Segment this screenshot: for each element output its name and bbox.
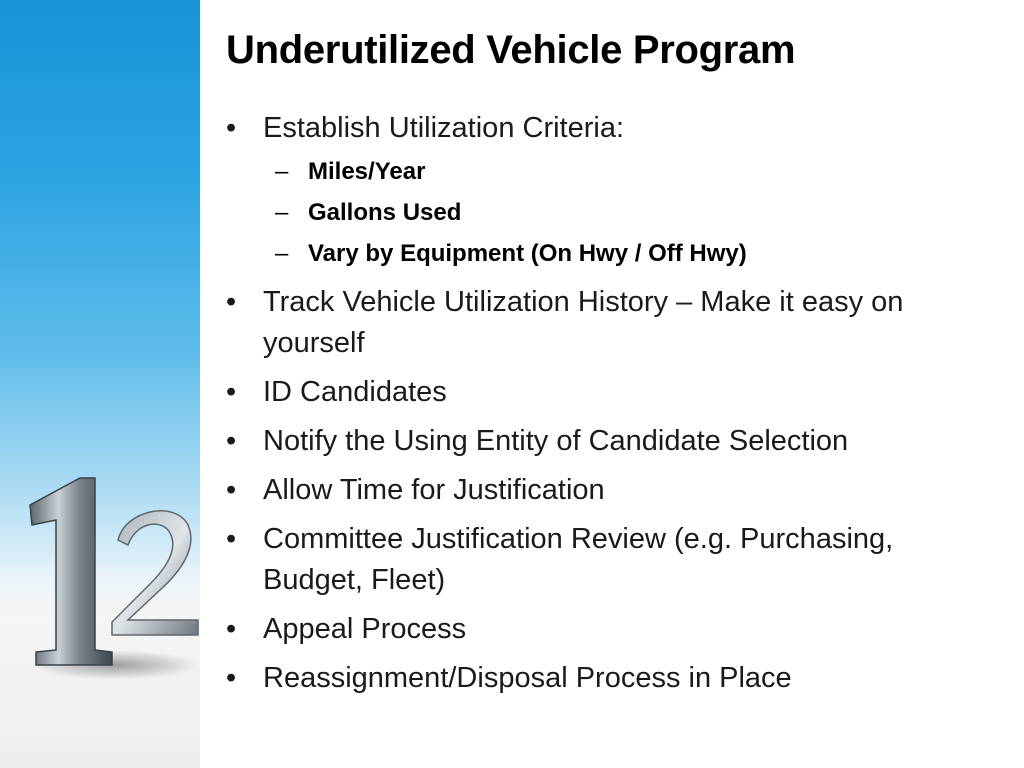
slide-content: [226, 108, 996, 707]
bullet-item: [226, 282, 996, 364]
bullet-item: [226, 421, 996, 462]
bullet-text: • Notify the Using Entity of Candidate Selection: [263, 425, 849, 457]
sub-bullet-item: – Vary by Equipment (On Hwy / Off Hwy): [263, 233, 996, 274]
numerals-graphic: [0, 0, 200, 768]
bullet-item: [226, 609, 996, 650]
bullet-text: • Track Vehicle Utilization History – Make it easy on yourself: [263, 286, 904, 359]
decorative-side-panel: [0, 0, 200, 768]
bullet-text: • Reassignment/Disposal Process in Place: [263, 662, 792, 694]
sub-bullet-item: – Miles/Year: [263, 151, 996, 192]
bullet-item: [226, 519, 996, 601]
sub-bullet-list: [263, 151, 996, 274]
bullet-item: [226, 372, 996, 413]
sub-bullet-item: – Gallons Used: [263, 192, 996, 233]
bullet-item: [226, 108, 996, 274]
bullet-list: [226, 108, 996, 699]
bullet-text: • ID Candidates: [263, 376, 447, 408]
numeral-two-shape: [112, 511, 198, 635]
slide-title: Underutilized Vehicle Program: [226, 28, 796, 72]
bullet-text: • Committee Justification Review (e.g. Purchasing, Budget, Fleet): [263, 523, 894, 596]
bullet-item: [226, 658, 996, 699]
bullet-text: • Appeal Process: [263, 613, 467, 645]
numeral-one-shape: [30, 478, 112, 665]
bullet-text: • Allow Time for Justification: [263, 474, 605, 506]
bullet-text: • Establish Utilization Criteria:: [263, 112, 625, 144]
bullet-item: [226, 470, 996, 511]
